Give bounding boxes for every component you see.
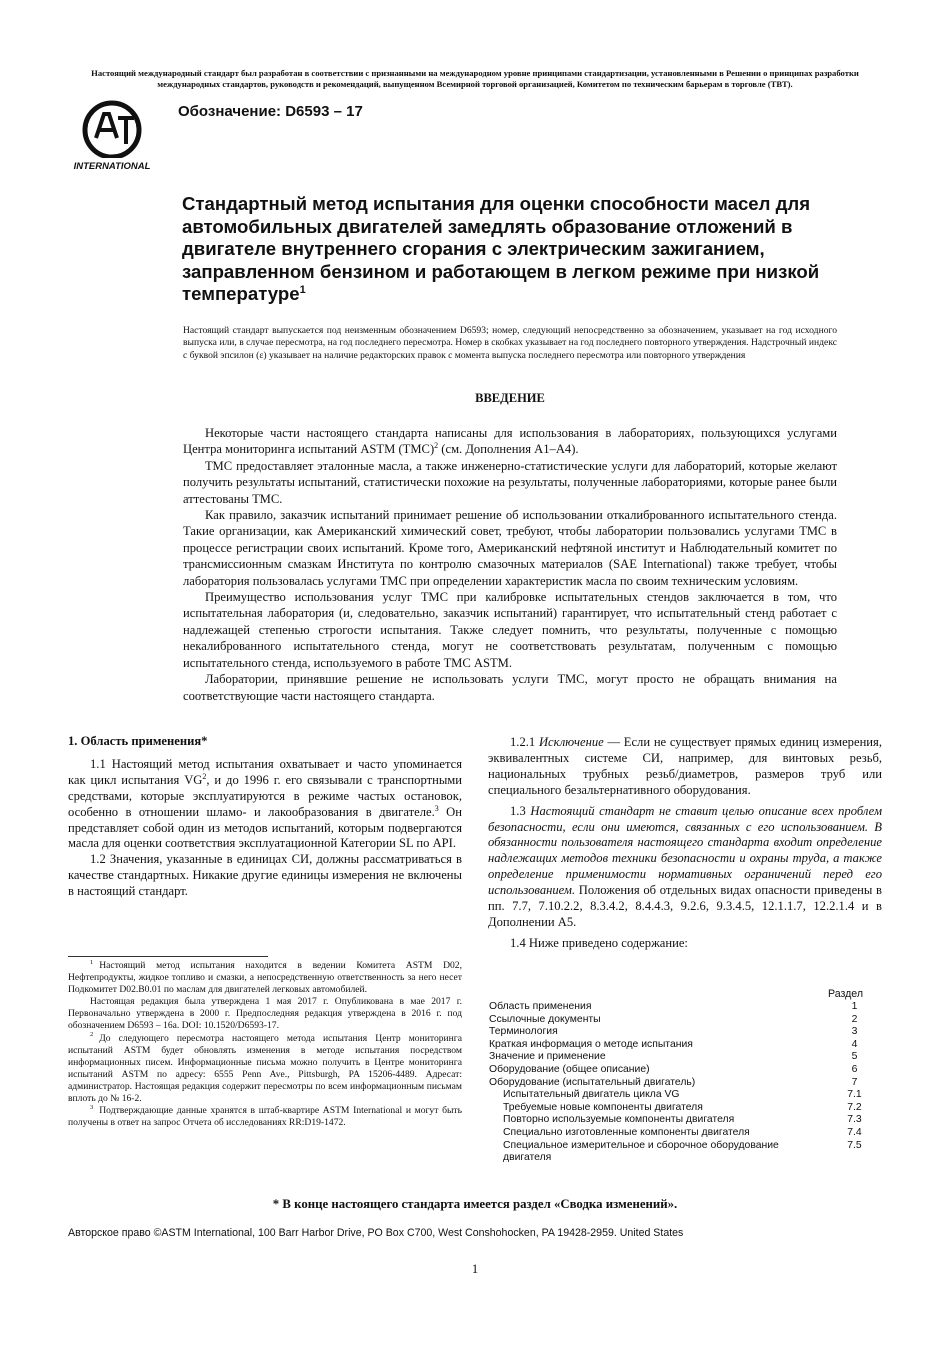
- toc-section-number: 5: [851, 1051, 858, 1063]
- toc-section-number: 7.5: [847, 1139, 862, 1151]
- toc-row: [489, 1089, 889, 1102]
- toc-section-number: 2: [851, 1013, 858, 1025]
- toc-row: [489, 1001, 889, 1014]
- toc-label: Специальное измерительное и сборочное оборудование двигателя: [503, 1139, 779, 1164]
- toc-label: Значение и применение: [489, 1051, 606, 1063]
- toc-label: Краткая информация о методе испытания: [489, 1038, 693, 1050]
- toc-row: [489, 1140, 889, 1165]
- toc-label: Специально изготовленные компоненты двигателя: [503, 1126, 750, 1138]
- section-heading-scope: 1. Область применения*: [68, 734, 208, 748]
- title-text: Стандартный метод испытания для оценки способности масел для автомобильных двигателей замедлять образование отложений в двигателе внутреннего сгорания с электрическим зажиганием, заправленном бензином и работающем в легком режиме при низкой температуре: [182, 193, 820, 304]
- toc-section-number: 3: [851, 1026, 858, 1038]
- footnote: $^3$ Подтверждающие данные хранятся в штаб-квартире ASTM International и могут быть получены в ответ на запрос Отчета об исследованиях RR:D19-1472.: [68, 1103, 462, 1129]
- footnote-divider: [68, 956, 268, 957]
- table-of-contents: [489, 1001, 889, 1165]
- intro-paragraph: Лаборатории, принявшие решение не использовать услуги ТМС, могут просто не обращать внимания на соответствующие части настоящего стандарта.: [183, 672, 837, 703]
- toc-row: [489, 1014, 889, 1027]
- toc-section-number: 7.1: [847, 1089, 862, 1101]
- footnote: $^1$ Настоящий метод испытания находится в ведении Комитета ASTM D02, Нефтепродукты, жидкое топливо и смазки, а непосредственную ответственность за него несет Подкомитет D02.B0.01 по маслам для двигателей легковых автомобилей.: [68, 958, 462, 996]
- toc-row: [489, 1127, 889, 1140]
- intro-paragraph: Как правило, заказчик испытаний принимает решение об использовании откалиброванного испытательного стенда. Такие организации, как Американский химический совет, требуют, чтобы лаборатории пользовались услугами ТМС в процессе регистрации своих испытаний. Кроме того, Американский нефтяной институт и Наблюдательный комитет по трансмиссионным смазкам Института по контролю смазочных материалов (SAE International) также требует, чтобы лаборатория пользовалась услугами ТМС при определении характеристик масла по своим техническим условиям.: [183, 508, 837, 588]
- toc-row: [489, 1102, 889, 1115]
- toc-row: [489, 1114, 889, 1127]
- toc-label: Требуемые новые компоненты двигателя: [503, 1101, 703, 1113]
- toc-label: Испытательный двигатель цикла VG: [503, 1089, 680, 1101]
- toc-section-number: 7.3: [847, 1114, 862, 1126]
- toc-label: Повторно используемые компоненты двигателя: [503, 1114, 735, 1126]
- toc-row: [489, 1039, 889, 1052]
- toc-section-number: 7: [851, 1076, 858, 1088]
- toc-section-number: 6: [851, 1063, 858, 1075]
- footnote: $^2$ До следующего пересмотра настоящего метода испытания Центр мониторинга испытаний ASTM будет обновлять изменения в методе испытания посредством информационных писем. Информационные письма можно получить в Центре мониторинга испытаний ASTM по адресу: 6555 Penn Ave., Pittsburgh, PA 15206-4489. Адресат: администратор. Настоящая редакция содержит пересмотры по всем информационным письмам вплоть до № 16-2.: [68, 1031, 462, 1105]
- toc-label: Оборудование (общее описание): [489, 1063, 650, 1075]
- page-number: 1: [471, 1262, 479, 1276]
- toc-section-number: 1: [851, 1001, 858, 1012]
- intro-paragraph: Некоторые части настоящего стандарта написаны для использования в лабораториях, пользующихся услугами Центра мониторинга испытаний ASTM (TMC)$^2$ (см. Дополнения A1–A4).: [183, 426, 837, 457]
- issue-note: Настоящий стандарт выпускается под неизменным обозначением D6593; номер, следующий непосредственно за обозначением, указывает на год исходного выпуска или, в случае пересмотра, на год последнего пересмотра. Номер в скобках указывает на год последнего повторного утверждения. Надстрочный индекс с буквой эпсилон (ε) указывает на наличие редакторских правок с момента выпуска последнего пересмотра или повторного утверждения: [183, 325, 837, 361]
- intro-section: [183, 425, 837, 704]
- toc-row: [489, 1064, 889, 1077]
- paragraph-1-1: 1.1 Настоящий метод испытания охватывает и часто упоминается как цикл испытания $VG^2$, и до 1996 г. его связывали с транспортными средствами, которые эксплуатируются в режиме частых остановок, особенно в отношении шламо- и лакообразования в двигателе.$^3$ Он представляет собой один из методов испытаний, которым подвергаются масла для оценки соответствия эксплуатационной Категории SL по API.: [68, 756, 463, 851]
- toc-row: [489, 1051, 889, 1064]
- footnotes: [68, 960, 462, 1129]
- right-column: [488, 735, 882, 952]
- footnote: Настоящая редакция была утверждена 1 мая 2017 г. Опубликована в мае 2017 г. Первоначально утверждена в 2000 г. Предпоследняя редакция утверждена в 2016 г. под обозначением D6593 – 16a. DOI: 10.1520/D6593-17.: [68, 996, 462, 1032]
- paragraph-1-3: 1.3 Настоящий стандарт не ставит целью описание всех проблем безопасности, если они имеются, связанных с его использованием. В обязанности пользователя настоящего стандарта входит определение надлежащих методов техники безопасности и охраны труда, а также определение применимости нормативных ограничений перед его использованием. Положения об отдельных видах опасности приведены в пп. 7.7, 7.10.2.2, 8.3.4.2, 8.4.4.3, 9.2.6, 9.3.4.5, 12.1.1.7, 12.2.1.4 и в Дополнении A5.: [488, 803, 882, 929]
- toc-section-number: 7.4: [847, 1126, 862, 1138]
- astm-logo: [68, 100, 156, 174]
- title-footnote-ref: 1: [299, 283, 306, 296]
- logo-text: INTERNATIONAL: [73, 161, 151, 172]
- toc-label: Терминология: [489, 1026, 558, 1038]
- toc-label: Область применения: [489, 1001, 592, 1012]
- intro-paragraph: ТМС предоставляет эталонные масла, а также инженерно-статистические услуги для лабораторий, которые желают получить результаты испытаний, статистически похожие на результаты, полученные лабораториями, которые ранее были аттестованы ТМС.: [183, 458, 837, 506]
- left-column: [68, 734, 462, 900]
- toc-section-number: 7.2: [847, 1101, 862, 1113]
- international-standard-notice: Настоящий международный стандарт был разработан в соответствии с признанными на международном уровне принципами стандартизации, установленными в Решении о принципах разработки международных стандартов, руководств и рекомендаций, выпущенном Всемирной торговой организацией, Комитетом по техническим барьерам в торговле (ТВТ).: [91, 68, 859, 89]
- toc-header: Раздел: [828, 988, 864, 1000]
- summary-of-changes-note: * В конце настоящего стандарта имеется раздел «Сводка изменений».: [272, 1197, 678, 1211]
- toc-label: Ссылочные документы: [489, 1013, 601, 1025]
- paragraph-1-2-1: 1.2.1 Исключение — Если не существует прямых единиц измерения, эквивалентных системе СИ, например, для винтовых резьб, национальных трубных резьб/диаметров, размеров труб или специального безальтернативного оборудования.: [488, 735, 882, 797]
- document-title: [182, 193, 852, 306]
- copyright: Авторское право ©ASTM International, 100 Barr Harbor Drive, PO Box C700, West Conshohocken, PA 19428-2959. United States: [68, 1227, 684, 1239]
- toc-row: [489, 1026, 889, 1039]
- astm-logo-icon: [68, 100, 156, 174]
- paragraph-1-2: 1.2 Значения, указанные в единицах СИ, должны рассматриваться в качестве стандартных. Никакие другие единицы измерения не включены в настоящий стандарт.: [68, 852, 462, 899]
- paragraph-1-4: 1.4 Ниже приведено содержание:: [510, 935, 688, 950]
- toc-row: [489, 1077, 889, 1090]
- intro-paragraph: Преимущество использования услуг ТМС при калибровке испытательных стендов заключается в том, что испытательная лаборатория (и, следовательно, заказчик испытаний) гарантирует, что испытательный стенд работает с надлежащей степенью строгости испытания. Также следует помнить, что результаты, полученные с помощью некалиброванного испытательного стенда, могут не соответствовать результатам, полученным с помощью испытательного стенда, используемого в работе ТМС ASTM.: [183, 590, 837, 670]
- toc-section-number: 4: [851, 1038, 858, 1050]
- toc-label: Оборудование (испытательный двигатель): [489, 1076, 696, 1088]
- designation: Обозначение: D6593 – 17: [178, 103, 363, 120]
- intro-heading: ВВЕДЕНИЕ: [475, 391, 545, 405]
